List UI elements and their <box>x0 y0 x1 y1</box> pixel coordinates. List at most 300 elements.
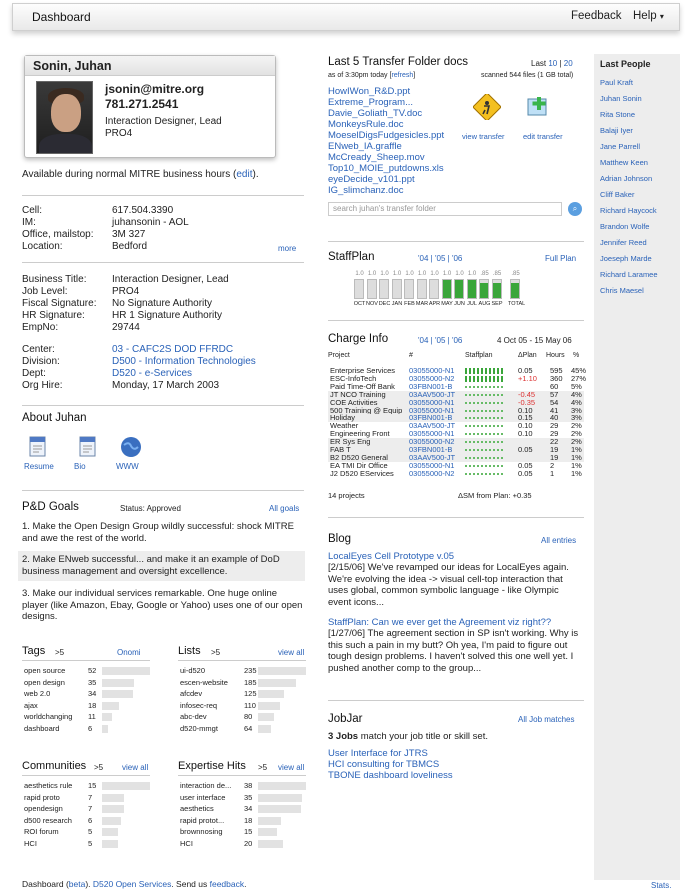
beta-link[interactable]: beta <box>68 879 86 889</box>
expertise-view-all-link[interactable]: view all <box>278 763 305 772</box>
year-06-link[interactable]: '06 <box>451 336 463 345</box>
row-label[interactable]: ui-d520 <box>180 666 206 675</box>
count-bar <box>102 817 121 825</box>
edit-transfer-link[interactable]: edit transfer <box>523 132 563 141</box>
year-04-link[interactable]: '04 <box>418 254 429 263</box>
staffplan-title: StaffPlan <box>328 251 375 263</box>
file-link[interactable]: McCready_Sheep.mov <box>328 152 425 163</box>
charge-project: ESC-InfoTech <box>330 373 377 383</box>
count-bar <box>102 840 118 848</box>
transfer-asof: as of 3:30pm today [refresh] <box>328 72 416 79</box>
charge-hours: 1 <box>550 468 555 478</box>
last-20-link[interactable]: 20 <box>563 59 573 68</box>
row-label[interactable]: ajax <box>24 700 38 710</box>
row-count: 18 <box>88 700 97 710</box>
file-link[interactable]: Extreme_Program... <box>328 97 413 108</box>
field-label: Office, mailstop: <box>22 229 94 240</box>
field-value[interactable]: D520 - e-Services <box>112 368 193 379</box>
row-count: 80 <box>244 712 253 721</box>
person-link[interactable]: Cliff Baker <box>600 190 635 199</box>
sp-month: SEP <box>491 301 503 307</box>
charge-number[interactable]: 03AAV500-JT <box>409 452 456 462</box>
person-link[interactable]: Matthew Keen <box>600 158 648 167</box>
sp-bar <box>417 279 427 299</box>
charge-project: EA TMI Dir Office <box>330 460 388 470</box>
person-link[interactable]: Rita Stone <box>600 110 636 119</box>
sp-bar <box>442 279 452 299</box>
charge-project: 500 Training @ Equip <box>330 405 403 415</box>
sp-value: .85 <box>492 271 502 277</box>
charge-hours: 60 <box>550 381 559 391</box>
row-count: 6 <box>88 723 93 733</box>
full-plan-link[interactable]: Full Plan <box>545 254 577 263</box>
charge-number[interactable]: 03055000-N1 <box>409 405 455 415</box>
row-count: 52 <box>88 666 97 675</box>
row-count: 34 <box>88 689 97 698</box>
row-label[interactable]: open source <box>24 666 66 675</box>
charge-header: Hours <box>546 352 565 359</box>
about-link[interactable]: WWW <box>116 462 139 471</box>
sp-month: APR <box>428 301 441 307</box>
count-bar <box>258 828 277 836</box>
row-label[interactable]: opendesign <box>24 804 63 813</box>
staffplan-gauge <box>465 376 509 382</box>
open-services-link[interactable]: D520 Open Services <box>92 879 172 889</box>
field-value: Monday, 17 March 2003 <box>112 380 220 391</box>
charge-number[interactable]: 03055000-N2 <box>409 373 455 383</box>
row-count: 235 <box>244 666 257 675</box>
charge-project: Enterprise Services <box>330 366 396 375</box>
row-label[interactable]: worldchanging <box>24 712 73 721</box>
job-link[interactable]: HCI consulting for TBMCS <box>328 759 440 770</box>
profile-level: PRO4 <box>105 128 133 139</box>
sp-month: DEC <box>378 301 391 307</box>
charge-project: J2 D520 EServices <box>330 468 394 478</box>
row-label[interactable]: interaction de... <box>180 781 232 790</box>
row-label[interactable]: brownnosing <box>180 827 223 836</box>
charge-number[interactable]: 03FBN001-B <box>409 445 453 454</box>
last-people-sidebar <box>594 54 680 880</box>
field-value: No Signature Authority <box>112 298 213 309</box>
row-count: 20 <box>244 838 253 848</box>
count-bar <box>258 805 301 813</box>
more-link[interactable]: more <box>278 244 297 253</box>
charge-delta: +1.10 <box>518 373 537 383</box>
charge-header: Project <box>328 352 350 359</box>
charge-percent: 1% <box>571 460 582 470</box>
person-link[interactable]: Joeseph Marde <box>600 254 652 263</box>
count-bar <box>102 794 124 802</box>
scanned-info: scanned 544 files (1 GB total) <box>481 72 574 79</box>
asof-text: as of 3:30pm today <box>328 72 388 79</box>
charge-hours: 2 <box>550 460 555 470</box>
field-value: 29744 <box>112 322 140 333</box>
sp-month: JAN <box>391 301 403 307</box>
sp-fill <box>455 280 463 298</box>
charge-number[interactable]: 03AAV500-JT <box>409 389 456 399</box>
blog-entry-title[interactable]: StaffPlan: Can we ever get the Agreement viz right?? <box>328 617 552 628</box>
job-link[interactable]: User Interface for JTRS <box>328 748 428 759</box>
table-row <box>328 438 584 446</box>
sp-bar <box>454 279 464 299</box>
sp-month: AUG <box>478 301 491 307</box>
row-label[interactable]: dashboard <box>24 723 60 733</box>
search-icon[interactable]: ⌕ <box>568 202 582 216</box>
row-count: 7 <box>88 792 93 802</box>
field-label: EmpNo: <box>22 322 59 333</box>
field-label: Fiscal Signature: <box>22 298 97 309</box>
person-link[interactable]: Adrian Johnson <box>600 174 653 183</box>
file-link[interactable]: Top10_MOIE_putdowns.xls <box>328 163 444 174</box>
charge-hours: 57 <box>550 389 559 399</box>
help-menu[interactable] <box>633 10 664 22</box>
charge-project: FAB T <box>330 445 351 454</box>
avatar <box>36 81 93 154</box>
top-bar <box>12 3 680 31</box>
table-row <box>328 470 584 478</box>
row-label[interactable]: rapid proto <box>24 792 60 802</box>
charge-hours: 40 <box>550 413 559 423</box>
charge-project: JT NCO Training <box>330 389 386 399</box>
field-label: Org Hire: <box>22 380 63 391</box>
charge-delta: -0.45 <box>518 389 536 399</box>
document-icon[interactable] <box>78 436 98 458</box>
about-link[interactable]: Resume <box>24 462 54 471</box>
document-icon[interactable] <box>28 436 48 458</box>
phone-number: 781.271.2541 <box>105 97 179 111</box>
charge-percent: 1% <box>571 445 582 454</box>
job-link[interactable]: TBONE dashboard loveliness <box>328 770 453 781</box>
row-count: 11 <box>88 712 96 721</box>
row-count: 64 <box>244 723 253 733</box>
edit-transfer-icon[interactable] <box>526 95 550 119</box>
charge-number[interactable]: 03055000-N1 <box>409 460 455 470</box>
row-label[interactable]: afcdev <box>180 689 203 698</box>
charge-delta: 0.05 <box>518 445 533 454</box>
blog-entry-text: [1/27/06] The agreement section in SP isn't working. Why is this such a pain in my butt? Oh yea, I'm paid to figure out tough design problems. I haven't solved this one well yet. I pushed another comp to the group... <box>328 628 579 674</box>
count-bar <box>258 690 284 698</box>
communities-view-all-link[interactable]: view all <box>122 763 149 772</box>
transfer-title: Last 5 Transfer Folder docs <box>328 56 468 68</box>
sp-bar <box>392 279 402 299</box>
field-label: Job Level: <box>22 286 68 297</box>
staffplan-gauge <box>465 463 509 469</box>
sp-bar <box>404 279 414 299</box>
count-bar <box>258 667 306 675</box>
count-bar <box>102 702 119 710</box>
footer-text: . <box>244 879 247 889</box>
divider <box>22 660 150 661</box>
file-link[interactable]: ENweb_IA.graffle <box>328 141 402 152</box>
row-count: 110 <box>244 700 256 710</box>
dsm-summary <box>458 491 532 500</box>
charge-percent: 2% <box>571 429 582 439</box>
dsm-value: +0.35 <box>512 491 532 500</box>
goal-item: 3. Make our individual services remarkable. One huge online player (like Amazon, Ebay, Google or Yahoo) uses one of our open designs. <box>22 588 303 622</box>
charge-hours: 19 <box>550 445 559 454</box>
about-title: About Juhan <box>22 412 87 424</box>
person-link[interactable]: Balaji Iyer <box>600 126 633 135</box>
charge-percent: 5% <box>571 381 582 391</box>
goal-item: 2. Make ENweb successful... and make it an example of DoD business management and oversight excellence. <box>22 554 280 577</box>
goal-item: 1. Make the Open Design Group wildly successful: shock MITRE and awe the rest of the world. <box>22 521 294 544</box>
footer-text: ). <box>85 879 93 889</box>
sp-bar <box>379 279 389 299</box>
charge-project: B2 D520 General <box>330 452 388 462</box>
sp-month: MAY <box>441 301 453 307</box>
year-05-link[interactable]: '05 <box>434 254 446 263</box>
chevron-down-icon: ▾ <box>659 12 664 21</box>
sp-value: 1.0 <box>392 271 402 277</box>
tags-view-all-link[interactable]: Onomi <box>117 648 141 657</box>
stats-link[interactable]: Stats. <box>651 881 672 890</box>
sp-bar <box>479 279 489 299</box>
staffplan-gauge <box>465 439 509 445</box>
lists-view-all-link[interactable]: view all <box>278 648 305 657</box>
field-label: HR Signature: <box>22 310 85 321</box>
charge-header: ΔPlan <box>518 352 537 359</box>
about-link[interactable]: Bio <box>74 462 86 471</box>
charge-hours: 54 <box>550 397 559 407</box>
charge-header: # <box>409 352 413 359</box>
charge-hours: 22 <box>550 437 559 447</box>
transfer-search-input[interactable]: search juhan's transfer folder <box>328 202 562 216</box>
row-label[interactable]: user interface <box>180 792 226 802</box>
charge-hours: 360 <box>550 373 563 383</box>
staffplan-gauge <box>465 400 509 406</box>
charge-number[interactable]: 03055000-N2 <box>409 468 455 478</box>
charge-percent: 45% <box>571 366 587 375</box>
blog-entry-title[interactable]: LocalEyes Cell Prototype v.05 <box>328 551 455 562</box>
person-link[interactable]: Jane Parrell <box>600 142 641 151</box>
staffplan-gauge <box>465 423 509 429</box>
communities-title: Communities <box>22 760 87 772</box>
charge-number[interactable]: 03055000-N1 <box>409 366 455 375</box>
charge-percent: 3% <box>571 413 582 423</box>
table-row <box>328 407 584 415</box>
field-label: Location: <box>22 241 63 252</box>
charge-delta: 0.05 <box>518 366 533 375</box>
charge-delta: 0.10 <box>518 421 533 431</box>
sp-bar <box>467 279 477 299</box>
row-label[interactable]: abc-dev <box>180 712 207 721</box>
row-count: 125 <box>244 689 257 698</box>
charge-percent: 4% <box>571 397 582 407</box>
year-06-link[interactable]: '06 <box>451 254 463 263</box>
charge-number[interactable]: 03055000-N1 <box>409 429 455 439</box>
sp-value: 1.0 <box>380 271 389 277</box>
availability-text: Available during normal MITRE business hours <box>22 169 231 180</box>
count-bar <box>258 817 281 825</box>
field-value: PRO4 <box>112 286 140 297</box>
profile-title: Interaction Designer, Lead <box>105 116 222 127</box>
count-bar <box>102 782 150 790</box>
sp-month: TOTAL <box>508 301 526 307</box>
charge-hours: 29 <box>550 421 559 431</box>
sp-month: MAR <box>415 301 429 307</box>
staffplan-gauge <box>465 368 509 374</box>
row-count: 35 <box>244 792 253 802</box>
email-link[interactable]: jsonin@mitre.org <box>105 82 205 96</box>
footer-feedback-link[interactable]: feedback <box>209 879 245 889</box>
count-bar <box>102 713 112 721</box>
row-label[interactable]: open design <box>24 677 65 687</box>
charge-project: Engineering Front <box>330 429 390 439</box>
charge-project: Paid Time-Off Bank <box>330 381 395 391</box>
edit-availability-link[interactable]: edit <box>236 169 253 180</box>
file-link[interactable]: MoeselDigsFudgesicles.ppt <box>328 130 445 141</box>
charge-percent: 3% <box>571 405 582 415</box>
row-count: 18 <box>244 815 253 825</box>
sp-fill <box>480 283 488 298</box>
feedback-link[interactable]: Feedback <box>571 10 622 22</box>
person-link[interactable]: Richard Haycock <box>600 206 657 215</box>
help-label: Help <box>633 10 657 22</box>
charge-project: Weather <box>330 421 359 431</box>
field-value: Interaction Designer, Lead <box>112 274 229 285</box>
charge-delta: 0.10 <box>518 405 533 415</box>
sp-month: FEB <box>404 301 415 307</box>
sp-month: JUL <box>467 301 477 307</box>
field-label: Business Title: <box>22 274 87 285</box>
tags-count: >5 <box>55 648 65 657</box>
field-value: Bedford <box>112 241 148 252</box>
row-label[interactable]: rapid protot... <box>180 815 225 825</box>
row-label[interactable]: d520-mmgt <box>180 723 218 733</box>
file-link[interactable]: eyeDecide_v101.ppt <box>328 174 415 185</box>
charge-percent: 1% <box>571 468 582 478</box>
field-value[interactable]: D500 - Information Technologies <box>112 356 256 367</box>
sp-bar <box>492 279 502 299</box>
sp-value: 1.0 <box>455 271 464 277</box>
divider <box>178 660 306 661</box>
charge-number[interactable]: 03055000-N1 <box>409 397 455 407</box>
view-transfer-icon[interactable] <box>473 94 501 120</box>
row-label[interactable]: aesthetics rule <box>24 781 73 790</box>
row-count: 34 <box>244 804 253 813</box>
dsm-label: ΔSM from Plan: <box>458 491 511 500</box>
charge-percent: 1% <box>571 452 582 462</box>
goals-title: P&D Goals <box>22 501 79 513</box>
count-bar <box>258 725 271 733</box>
person-link[interactable]: Chris Maesel <box>600 286 644 295</box>
all-goals-link[interactable]: All goals <box>269 504 300 513</box>
sp-value: 1.0 <box>442 271 452 277</box>
sp-month: NOV <box>366 301 378 307</box>
refresh-link[interactable]: refresh <box>391 72 414 79</box>
charge-delta: 0.10 <box>518 429 533 439</box>
charge-header: % <box>573 352 580 359</box>
tags-title: Tags <box>22 645 46 657</box>
sp-value: .85 <box>511 271 520 277</box>
charge-title: Charge Info <box>328 333 389 345</box>
all-entries-link[interactable]: All entries <box>541 536 577 545</box>
app-title: Dashboard <box>32 10 91 24</box>
last-people-title: Last People <box>600 59 651 69</box>
row-count: 5 <box>88 827 93 836</box>
count-bar <box>258 782 306 790</box>
file-link[interactable]: Davie_Goliath_TV.doc <box>328 108 423 119</box>
charge-header: Staffplan <box>465 352 493 359</box>
profile-card <box>24 55 276 158</box>
all-job-matches-link[interactable]: All Job matches <box>518 715 575 724</box>
charge-delta: 0.05 <box>518 460 533 470</box>
staffplan-years: '04 | '05 | '06 <box>418 254 463 263</box>
last-10-link[interactable]: 10 <box>548 59 558 68</box>
row-label[interactable]: ROI forum <box>24 827 59 836</box>
count-bar <box>258 840 283 848</box>
profile-name: Sonin, Juhan <box>25 56 275 76</box>
job-summary-text: match your job title or skill set. <box>360 731 488 742</box>
person-link[interactable]: Richard Laramee <box>600 270 658 279</box>
count-bar <box>258 702 280 710</box>
staffplan-gauge <box>465 455 509 461</box>
lists-title: Lists <box>178 645 201 657</box>
person-link[interactable]: Juhan Sonin <box>600 94 642 103</box>
table-row <box>328 414 584 422</box>
divider <box>22 775 150 776</box>
charge-hours: 19 <box>550 452 559 462</box>
field-label: Dept: <box>22 368 46 379</box>
charge-number[interactable]: 03FBN001-B <box>409 413 453 423</box>
charge-hours: 29 <box>550 429 559 439</box>
file-link[interactable]: IG_slimchanz.doc <box>328 185 404 196</box>
row-label[interactable]: infosec-req <box>180 700 218 710</box>
person-link[interactable]: Jennifer Reed <box>600 238 647 247</box>
row-label[interactable]: d500 research <box>24 815 72 825</box>
sp-value: 1.0 <box>405 271 414 277</box>
row-label[interactable]: HCI <box>180 838 193 848</box>
view-transfer-link[interactable]: view transfer <box>462 132 505 141</box>
row-label[interactable]: aesthetics <box>180 804 214 813</box>
file-link[interactable]: HowIWon_R&D.ppt <box>328 86 411 97</box>
count-bar <box>258 794 302 802</box>
field-value: 617.504.3390 <box>112 205 174 216</box>
charge-delta: 0.05 <box>518 468 533 478</box>
charge-hours: 595 <box>550 366 563 375</box>
row-count: 5 <box>88 838 93 848</box>
file-link[interactable]: MonkeysRule.doc <box>328 119 404 130</box>
expertise-count: >5 <box>258 763 268 772</box>
globe-icon[interactable] <box>120 436 140 458</box>
charge-number[interactable]: 03FBN001-B <box>409 381 453 391</box>
row-label[interactable]: web 2.0 <box>24 689 51 698</box>
divider <box>178 775 306 776</box>
charge-project: Holiday <box>330 413 356 423</box>
charge-number[interactable]: 03AAV500-JT <box>409 421 456 431</box>
staffplan-gauge <box>465 431 509 437</box>
person-link[interactable]: Paul Kraft <box>600 78 633 87</box>
staffplan-gauge <box>465 384 509 390</box>
row-label[interactable]: escen-website <box>180 677 228 687</box>
sp-fill <box>468 280 476 298</box>
charge-number[interactable]: 03055000-N2 <box>409 437 455 447</box>
year-05-link[interactable]: '05 <box>434 336 446 345</box>
row-label[interactable]: HCI <box>24 838 37 848</box>
last-label: Last <box>531 59 547 68</box>
sp-bar <box>510 279 520 299</box>
sp-value: 1.0 <box>355 271 364 277</box>
person-link[interactable]: Brandon Wolfe <box>600 222 650 231</box>
year-04-link[interactable]: '04 <box>418 336 429 345</box>
blog-entry-text: [2/15/06] We've revamped our ideas for LocalEyes again. We're evolving the idea -> visual cell-top interaction that uses global, common symbolic language - like Olympic event icons... <box>328 562 569 608</box>
sp-value: 1.0 <box>367 271 377 277</box>
jobjar-summary <box>328 731 488 742</box>
field-value[interactable]: 03 - CAFC2S DOD FFRDC <box>112 344 234 355</box>
charge-delta: -0.35 <box>518 397 536 407</box>
charge-range: 4 Oct 05 - 15 May 06 <box>497 336 572 345</box>
staffplan-gauge <box>465 392 509 398</box>
